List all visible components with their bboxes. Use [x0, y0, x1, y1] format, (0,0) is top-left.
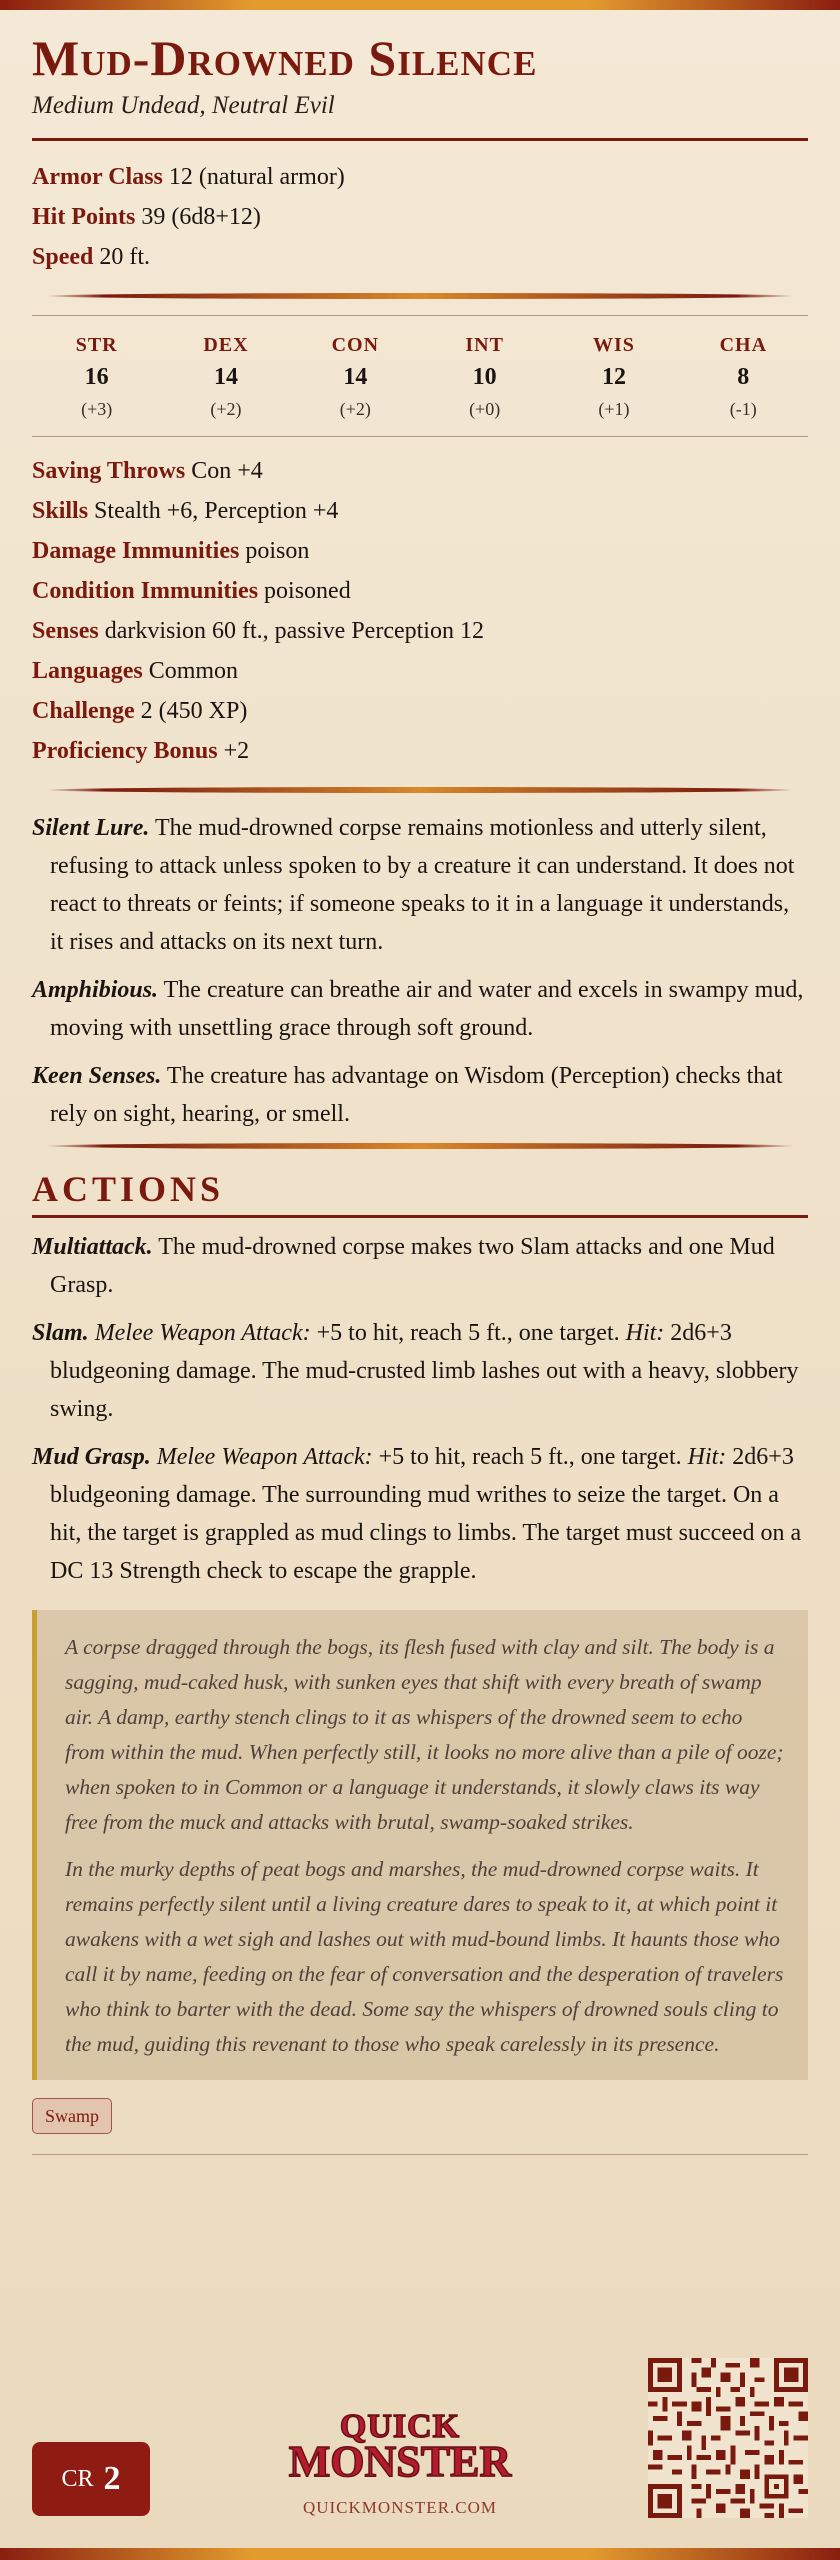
hit-points-value: 39 (6d8+12) — [141, 204, 261, 230]
saving-throws-value: Con +4 — [191, 458, 263, 484]
hit-detail: 2d6+3 bludgeoning damage. The surrounding mud writhes to seize the target. On a hit, the target is grappled as mud clings to limbs. The target must succeed on a DC 13 Strength check to escape the grapple. — [50, 1444, 802, 1584]
attack-detail: +5 to hit, reach 5 ft., one target. — [316, 1320, 620, 1346]
ability-dex — [171, 330, 281, 424]
senses — [32, 611, 808, 651]
ability-modifier: (+2) — [210, 399, 242, 419]
action-name: Multiattack. — [32, 1234, 153, 1260]
languages — [32, 651, 808, 691]
section-divider — [44, 293, 796, 299]
title-divider — [32, 138, 808, 141]
hit-points-label: Hit Points — [32, 204, 136, 230]
speed-value: 20 ft. — [99, 244, 151, 270]
qr-code-icon[interactable] — [648, 2358, 808, 2518]
footer-divider — [32, 2154, 808, 2155]
challenge — [32, 691, 808, 731]
lore-paragraph: In the murky depths of peat bogs and marshes, the mud-drowned corpse waits. It remains perfectly silent until a living creature dares to speak to it, at which point it awakens with a wet sigh and lashes out with mud-bound limbs. It haunts those who call it by name, feeding on the fear of conversation and the desperation of travelers who think to barter with the dead. Some say the whispers of drowned souls cling to the mud, guiding this revenant to those who speak carelessly in its presence. — [65, 1857, 784, 2056]
hit-points — [32, 197, 808, 237]
actions — [32, 1228, 808, 1590]
action-name: Mud Grasp. — [32, 1444, 151, 1470]
speed-label: Speed — [32, 244, 94, 270]
attack-type: Melee Weapon Attack: — [94, 1320, 311, 1346]
trait-amphibious — [32, 971, 808, 1047]
languages-label: Languages — [32, 658, 143, 684]
ability-modifier: (+3) — [81, 399, 113, 419]
ability-modifier: (+1) — [598, 399, 630, 419]
speed — [32, 237, 808, 277]
actions-divider — [32, 1215, 808, 1218]
cr-value: 2 — [103, 2460, 121, 2497]
core-stats — [32, 157, 808, 277]
environment-tag[interactable]: Swamp — [32, 2098, 112, 2134]
action-slam — [32, 1314, 808, 1428]
monster-name: Mud-Drowned Silence — [32, 30, 538, 86]
ability-modifier: (+2) — [339, 399, 371, 419]
logo-line1: QUICK — [339, 2408, 461, 2445]
trait-silent-lure — [32, 809, 808, 961]
action-text: The mud-drowned corpse makes two Slam attacks and one Mud Grasp. — [50, 1234, 775, 1298]
ability-modifier: (+0) — [469, 399, 501, 419]
ability-label: DEX — [203, 334, 249, 356]
ability-scores — [32, 315, 808, 437]
ability-label: CON — [331, 334, 380, 356]
cr-badge — [32, 2442, 150, 2516]
trait-keen-senses — [32, 1057, 808, 1133]
stat-block — [32, 28, 808, 2155]
trait-text: The creature can breathe air and water and excels in swampy mud, moving with unsettling grace through soft ground. — [50, 977, 804, 1041]
trait-text: The creature has advantage on Wisdom (Perception) checks that rely on sight, hearing, or smell. — [50, 1063, 783, 1127]
action-name: Slam. — [32, 1320, 89, 1346]
ability-cha — [688, 330, 798, 424]
action-multiattack — [32, 1228, 808, 1304]
monster-subtitle: Medium Undead, Neutral Evil — [32, 92, 335, 119]
secondary-stats — [32, 451, 808, 771]
ability-label: STR — [75, 334, 118, 356]
senses-label: Senses — [32, 618, 99, 644]
site-url[interactable]: QUICKMONSTER.COM — [302, 2498, 498, 2517]
hit-label: Hit: — [687, 1444, 727, 1470]
ability-score: 16 — [84, 364, 109, 390]
senses-value: darkvision 60 ft., passive Perception 12 — [104, 618, 484, 644]
bottom-accent-bar — [0, 2548, 840, 2560]
hit-label: Hit: — [625, 1320, 665, 1346]
ability-label: WIS — [593, 334, 635, 356]
ability-score: 12 — [601, 364, 626, 390]
damage-immunities-label: Damage Immunities — [32, 538, 240, 564]
ability-score: 10 — [472, 364, 497, 390]
ability-score: 8 — [737, 364, 750, 390]
cr-label: CR — [61, 2465, 94, 2492]
quick-monster-logo[interactable] — [280, 2410, 520, 2518]
proficiency-bonus-value: +2 — [223, 738, 250, 764]
hit-detail: 2d6+3 bludgeoning damage. The mud-crusted limb lashes out with a heavy, slobbery swing. — [50, 1320, 799, 1422]
skills — [32, 491, 808, 531]
ability-str — [42, 330, 152, 424]
trait-text: The mud-drowned corpse remains motionless and utterly silent, refusing to attack unless spoken to by a creature it can understand. It does not react to threats or feints; if someone speaks to it in a language it understands, it rises and attacks on its next turn. — [50, 815, 795, 955]
skills-value: Stealth +6, Perception +4 — [94, 498, 339, 524]
section-divider — [44, 787, 796, 793]
ability-label: INT — [465, 334, 504, 356]
armor-class-value: 12 (natural armor) — [168, 164, 345, 190]
lore-box — [32, 1610, 808, 2080]
lore-paragraph: A corpse dragged through the bogs, its flesh fused with clay and silt. The body is a sagging, mud-caked husk, with sunken eyes that shift with every breath of swamp air. A damp, earthy stench clings to it as whispers of the drowned seem to echo from within the mud. When perfectly still, it looks no more alive than a pile of ooze; when spoken to in Common or a language it understands, it slowly claws its way free from the muck and attacks with brutal, swamp-soaked strikes. — [65, 1635, 784, 1834]
saving-throws-label: Saving Throws — [32, 458, 186, 484]
saving-throws — [32, 451, 808, 491]
ability-modifier: (-1) — [729, 399, 757, 419]
languages-value: Common — [148, 658, 239, 684]
damage-immunities-value: poison — [245, 538, 310, 564]
challenge-value: 2 (450 XP) — [140, 698, 248, 724]
attack-detail: +5 to hit, reach 5 ft., one target. — [378, 1444, 682, 1470]
ability-con — [300, 330, 410, 424]
traits — [32, 809, 808, 1133]
ability-score: 14 — [213, 364, 238, 390]
trait-name: Keen Senses. — [32, 1063, 162, 1089]
damage-immunities — [32, 531, 808, 571]
ability-score: 14 — [343, 364, 368, 390]
trait-name: Silent Lure. — [32, 815, 150, 841]
condition-immunities — [32, 571, 808, 611]
attack-type: Melee Weapon Attack: — [156, 1444, 373, 1470]
condition-immunities-label: Condition Immunities — [32, 578, 259, 604]
logo-line2: MONSTER — [288, 2437, 512, 2486]
ability-label: CHA — [719, 334, 768, 356]
actions-heading: ACTIONS — [32, 1169, 225, 1209]
proficiency-bonus — [32, 731, 808, 771]
condition-immunities-value: poisoned — [264, 578, 351, 604]
action-mud-grasp — [32, 1438, 808, 1590]
ability-int — [430, 330, 540, 424]
skills-label: Skills — [32, 498, 89, 524]
ability-wis — [559, 330, 669, 424]
trait-name: Amphibious. — [32, 977, 159, 1003]
section-divider — [44, 1143, 796, 1149]
armor-class — [32, 157, 808, 197]
armor-class-label: Armor Class — [32, 164, 163, 190]
proficiency-bonus-label: Proficiency Bonus — [32, 738, 218, 764]
challenge-label: Challenge — [32, 698, 135, 724]
top-accent-bar — [0, 0, 840, 10]
